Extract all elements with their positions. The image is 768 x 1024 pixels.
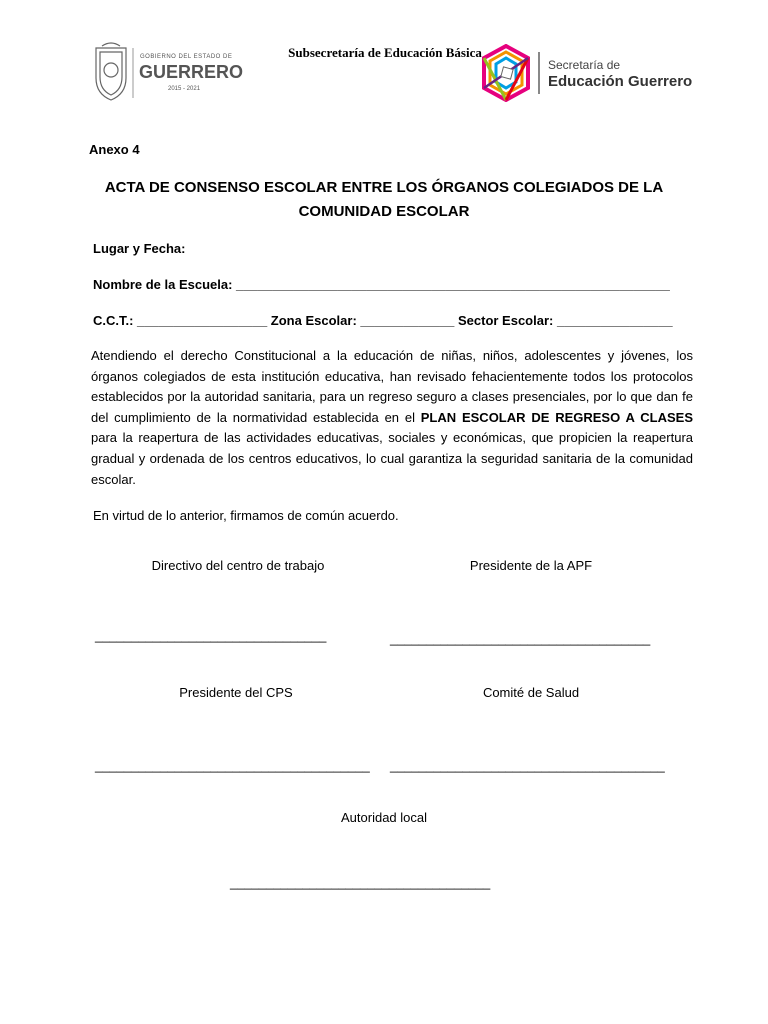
director-signature-label: Directivo del centro de trabajo — [151, 558, 325, 573]
cps-signature-label: Presidente del CPS — [179, 685, 293, 700]
cps-signature-line: ______________________________________ — [95, 758, 370, 773]
local-authority-signature-label: Autoridad local — [341, 810, 427, 825]
body-text-after: para la reapertura de las actividades educativas, sociales y económicas, que propicien la reapertura gradual y ordenada de los centros educativos, lo cual garantiza la seguridad sanitaria de la comunidad escolar. — [91, 430, 693, 487]
logo-years: 2015 - 2021 — [168, 86, 201, 92]
place-date-field: Lugar y Fecha: — [93, 241, 186, 256]
apf-signature-line: ____________________________________ — [390, 631, 651, 646]
colorful-ribbon-logo-icon — [478, 44, 534, 102]
body-text-before: Atendiendo el derecho Constitucional a la educación de niñas, niños, adolescentes y jóvenes, los órganos colegiados de esta institución educativa, han revisado fehacientemente todos los protocolos establecidos por la autoridad sanitaria, para un regreso seguro a clases presenciales, por lo que dan fe del cumplimiento de la normatividad establecida en el — [91, 348, 693, 425]
body-text-bold: PLAN ESCOLAR DE REGRESO A CLASES — [420, 409, 693, 425]
logo-caption-top: GOBIERNO DEL ESTADO DE — [140, 54, 233, 60]
health-committee-signature-label: Comité de Salud — [482, 685, 580, 700]
secretaria-educacion-logo — [478, 44, 718, 104]
document-title: ACTA DE CONSENSO ESCOLAR ENTRE LOS ÓRGANOS COLEGIADOS DE LA COMUNIDAD ESCOLAR — [104, 179, 664, 220]
cct-zone-sector-field: C.C.T.: __________________ Zona Escolar: _____________ Sector Escolar: ________________ — [93, 313, 673, 328]
body-paragraph — [91, 346, 693, 490]
health-committee-signature-line: ______________________________________ — [390, 758, 665, 773]
annex-label: Anexo 4 — [89, 142, 140, 157]
guerrero-government-logo — [88, 40, 248, 102]
local-authority-signature-line: ____________________________________ — [230, 875, 491, 890]
apf-signature-label: Presidente de la APF — [469, 558, 593, 573]
logo-secretaria-label: Secretaría de — [548, 58, 621, 72]
director-signature-line: ________________________________ — [95, 628, 327, 643]
header-title: Subsecretaría de Educación Básica — [288, 45, 482, 60]
school-name-field: Nombre de la Escuela: ____________________________________________________________ — [93, 277, 670, 292]
logo-state-name: GUERRERO — [139, 62, 244, 82]
agreement-statement: En virtud de lo anterior, firmamos de común acuerdo. — [93, 508, 399, 523]
logo-divider — [538, 52, 540, 94]
logo-educacion-label: Educación Guerrero — [548, 73, 693, 90]
